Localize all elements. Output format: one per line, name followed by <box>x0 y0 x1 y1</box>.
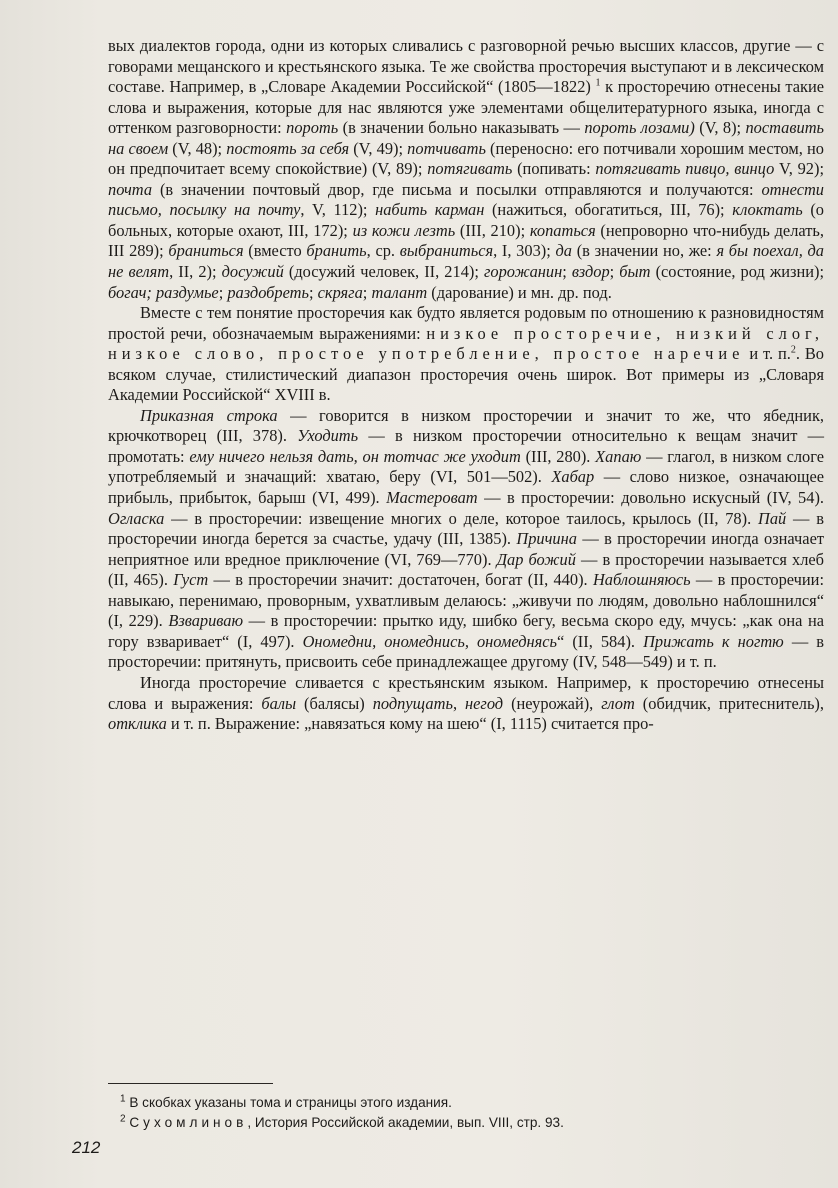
italic-term: выбраниться <box>399 241 494 261</box>
italic-term: Ономедни, ономеднись, ономеднясь <box>302 631 557 651</box>
text-run: к просторечию отнесены такие слова и выражения, которые для нас являются уже элементами общелитературного языка, иногда с оттенком разговорности: <box>108 77 824 138</box>
italic-term: клоктать <box>732 200 803 220</box>
text-run: (в значении больно наказывать — <box>338 118 585 138</box>
italic-term: Мастероват <box>386 488 478 508</box>
italic-term: отнести письмо, посылку на почту <box>108 179 824 220</box>
italic-term: Пай <box>758 508 787 528</box>
italic-term: Дар божий <box>496 549 576 569</box>
text-run: ; <box>609 262 620 282</box>
paragraph-3 <box>108 406 824 673</box>
spaced-text: Сухомлинов <box>129 1115 248 1130</box>
text-run: и т. п. <box>744 344 791 364</box>
italic-term: досужий <box>221 262 284 282</box>
italic-term: потягивать пивцо, винцо <box>595 159 775 179</box>
text-run: — в просторечии иногда берется за счастье, удачу (III, 1385). <box>108 508 824 549</box>
footnote-divider <box>108 1083 273 1084</box>
text-run: (неурожай), <box>503 693 602 713</box>
italic-term: Огласка <box>108 508 165 528</box>
text-run: Вместе с тем понятие просторечия как будто является родовым по отношению к разновидностям простой речи, обозначаемым выражениями: <box>108 303 824 343</box>
italic-term: Взвариваю <box>168 611 244 631</box>
text-run: ; <box>218 282 228 302</box>
footnote-ref: 2 <box>790 344 796 356</box>
text-run: (в значении но, же: <box>572 241 717 261</box>
italic-term: из кожи лезть <box>352 220 456 240</box>
text-run: (переносно: его потчивали хорошим местом, но он предпочитает всему спокойствие) (V, 89); <box>108 138 824 179</box>
text-run: , I, 303); <box>493 241 556 261</box>
italic-term: бранить <box>306 241 367 261</box>
text-run: ; <box>308 282 318 302</box>
footnote-2 <box>120 1114 800 1132</box>
text-run: ; <box>562 262 572 282</box>
text-run: — в просторечии значит: достаточен, богат (II, 440). <box>208 570 593 590</box>
text-run: , II, 2); <box>169 262 222 282</box>
italic-term: талант <box>371 282 428 302</box>
text-run: , <box>452 693 466 713</box>
text-run: ; <box>362 282 372 302</box>
text-run: , ср. <box>366 241 400 261</box>
italic-term: балы <box>261 693 297 713</box>
italic-term: раздобреть <box>227 282 309 302</box>
text-run: и т. п. Выражение: „навязаться кому на шею“ (I, 1115) считается про- <box>166 714 654 734</box>
footnote-ref: 1 <box>120 1093 126 1105</box>
text-run: (попивать: <box>512 159 596 179</box>
italic-term: набить карман <box>375 200 485 220</box>
text-run: — в просторечии: извещение многих о деле, которое таилось, крылось (II, 78). <box>164 508 758 528</box>
italic-term: Наблошняюсь <box>592 570 691 590</box>
text-run: (балясы) <box>296 693 373 713</box>
footnote-1 <box>120 1094 800 1112</box>
text-run: — в просторечии иногда означает неприятное или вредное приключение (VI, 769—770). <box>108 529 825 569</box>
text-run: В скобках указаны тома и страницы этого издания. <box>125 1095 452 1110</box>
footnote-ref: 1 <box>595 77 601 89</box>
italic-term: я бы поехал, да не велят <box>108 241 824 282</box>
italic-term: браниться <box>168 241 244 261</box>
italic-term: постоять за себя <box>226 138 350 158</box>
text-run: (III, 280). <box>520 446 596 466</box>
text-run: (V, 8); <box>694 118 746 138</box>
paragraph-2 <box>108 303 824 406</box>
italic-term: да <box>555 241 572 261</box>
italic-term: пороть <box>286 118 339 138</box>
italic-term: богач; раздумье <box>108 282 219 302</box>
text-run: (III, 210); <box>455 220 530 240</box>
text-run: Иногда просторечие сливается с крестьянским языком. Например, к просторечию отнесены слова и выражения: <box>108 672 824 713</box>
italic-term: поставить на своем <box>108 118 824 158</box>
italic-term: потчивать <box>407 138 486 158</box>
paragraph-4 <box>108 673 824 735</box>
page-number: 212 <box>72 1138 101 1157</box>
footnote-ref: 2 <box>120 1113 126 1125</box>
text-run: (V, 49); <box>349 138 408 158</box>
italic-term: негод <box>465 693 504 713</box>
text-run: (состояние, род жизни); <box>650 262 825 282</box>
italic-term: ему ничего нельзя дать, он тотчас же уходит <box>189 446 521 466</box>
italic-term: Приказная строка <box>140 405 278 425</box>
italic-term: копаться <box>529 220 596 240</box>
main-text <box>108 36 824 735</box>
text-run: (досужий человек, II, 214); <box>283 262 484 282</box>
text-run: (непроворно что-нибудь делать, III 289); <box>108 220 824 261</box>
italic-term: отклика <box>108 714 167 734</box>
text-run: — в просторечии называется хлеб (II, 465). <box>108 549 824 590</box>
text-run: , V, 112); <box>300 200 376 220</box>
italic-term: Хапаю <box>595 446 642 466</box>
italic-term: почта <box>108 179 153 199</box>
text-run: (дарование) и мн. др. под. <box>427 282 612 302</box>
italic-term: Густ <box>173 570 209 590</box>
text-run: — глагол, в низком слоге употребляемый и значащий: хватаю, беру (VI, 501—502). <box>108 446 824 487</box>
italic-term: вздор <box>571 262 610 282</box>
italic-term: быт <box>619 262 651 282</box>
spaced-text: низкое просторечие, низкий слог, низкое слово, простое употребление, простое наречие <box>108 323 824 364</box>
text-run: — в просторечии: навыкаю, перенимаю, проворным, ухватливым делаюсь: „живучи по людям, довольно наблошнился“ (I, 229). <box>108 570 825 631</box>
text-run: (в значении почтовый двор, где письма и посылки отправляются и получаются: <box>152 179 762 199</box>
italic-term: Прижать к ногтю <box>643 631 784 651</box>
text-run: — слово низкое, означающее прибыль, прибыток, барыш (VI, 499). <box>108 467 824 508</box>
text-run: (V, 48); <box>168 138 227 158</box>
text-run: (о больных, которые охают, III, 172); <box>108 200 824 240</box>
text-run: , История Российской академии, вып. VIII, стр. 93. <box>247 1115 564 1130</box>
text-run: (вместо <box>243 241 307 261</box>
text-run: — в просторечии: притянуть, присвоить себе принадлежащее другому (IV, 548—549) и т. п. <box>108 631 825 672</box>
paragraph-1 <box>108 36 824 303</box>
italic-term: Уходить <box>297 426 359 446</box>
text-run: “ (II, 584). <box>556 631 644 651</box>
text-run: (обидчик, притеснитель), <box>634 693 824 713</box>
text-run: (нажиться, обогатиться, III, 76); <box>484 200 733 220</box>
italic-term: Хабар <box>551 467 595 487</box>
text-run: вых диалектов города, одни из которых сливались с разговорной речью высших классов, другие — с говорами мещанского и крестьянского языка. Те же свойства просторечия выступают и в лексическом составе. Например, в „Словаре Академии Российской“ (1805—1822) <box>108 36 824 97</box>
italic-term: горожанин <box>483 262 563 282</box>
text-run: . Во всяком случае, стилистический диапазон просторечия очень широк. Вот примеры из „Словаря Академии Российской“ XVIII в. <box>108 344 824 405</box>
italic-term: подпущать <box>372 693 453 713</box>
text-run: — говорится в низком просторечии и значит то же, что ябедник, крючкотворец (III, 378). <box>108 405 825 446</box>
text-run: — в низком просторечии относительно к вещам значит — промотать: <box>108 426 825 466</box>
text-run: — в просторечии: довольно искусный (IV, 54). <box>477 488 825 508</box>
italic-term: Причина <box>516 529 577 549</box>
italic-term: глот <box>601 693 635 713</box>
italic-term: скряга <box>317 282 363 302</box>
text-run: — в просторечии: прытко иду, шибко бегу, весьма скоро еду, мчусь: „как она на гору взваривает“ (I, 497). <box>108 611 824 651</box>
italic-term: пороть лозами) <box>584 118 695 138</box>
text-run: V, 92); <box>774 159 825 179</box>
italic-term: потягивать <box>427 159 513 179</box>
